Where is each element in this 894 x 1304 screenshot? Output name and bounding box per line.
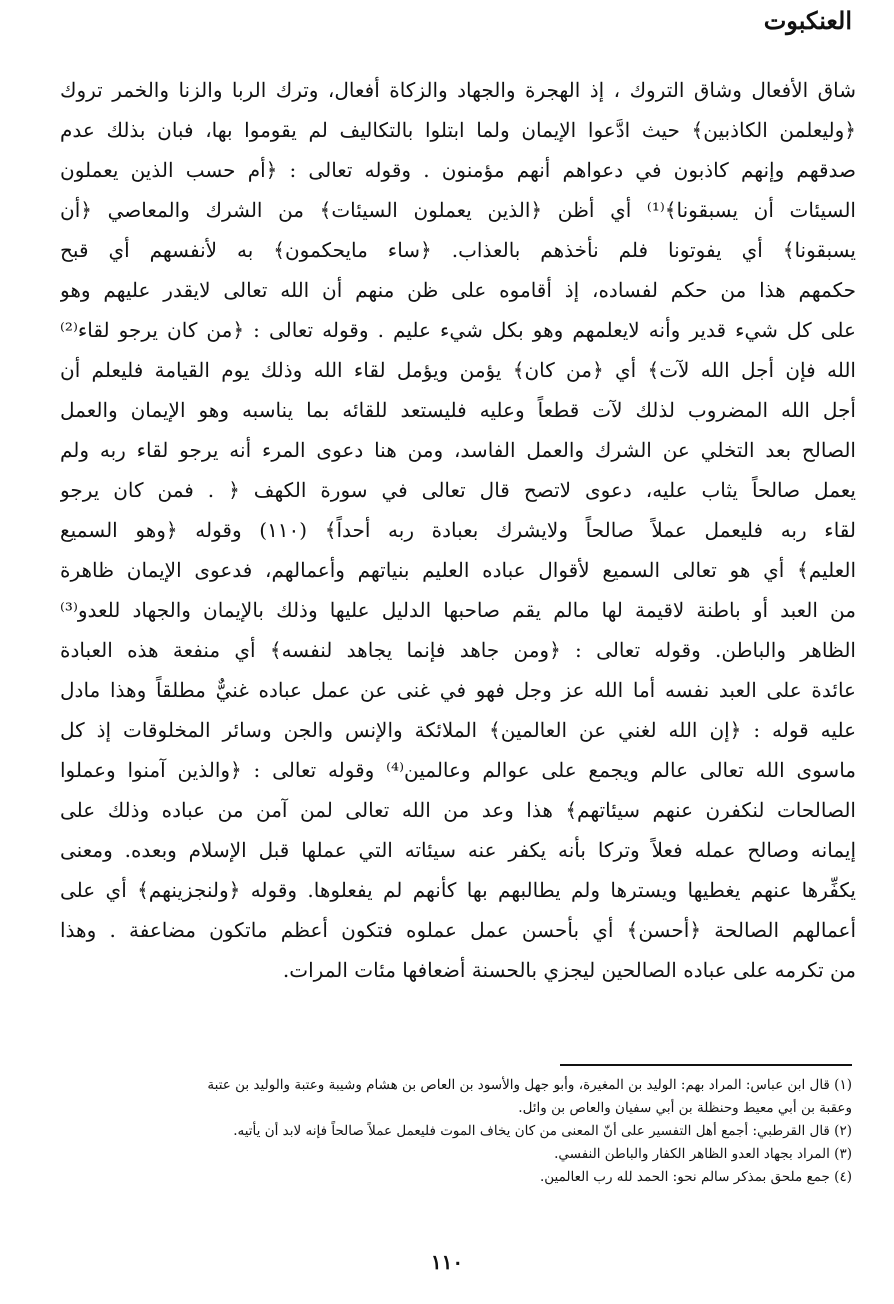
body-line: يكفِّرها عنهم يغطيها ويسترها ولم يطالبهم بها كأنهم لم يفعلوها. وقوله ﴿ولنجزينهم﴾ أي على xyxy=(60,878,856,902)
body-line: السيئات أن يسبقونا﴾⁽¹⁾ أي أظن ﴿الذين يعملون السيئات﴾ من الشرك والمعاصي ﴿أن xyxy=(60,198,856,222)
body-line: أعمالهم الصالحة ﴿أحسن﴾ أي بأحسن عمل عملوه فتكون أعظم ماتكون مضاعفة . وهذا xyxy=(60,918,856,942)
page-number: ١١٠ xyxy=(430,1250,464,1274)
body-line: الله فإن أجل الله لآت﴾ أي ﴿من كان﴾ يؤمن ويؤمل لقاء الله وذلك يوم القيامة فليعلم أن xyxy=(60,358,856,382)
footnote-separator xyxy=(560,1064,852,1066)
footnote-line: (٤) جمع ملحق بمذكر سالم نحو: الحمد لله رب العالمين. xyxy=(539,1169,852,1185)
footnote-line: وعقبة بن أبي معيط وحنظلة بن أبي سفيان والعاص بن وائل. xyxy=(518,1100,852,1116)
body-line: من العبد أو باطنة لاقيمة لها مالم يقم صاحبها الدليل عليها وذلك بالإيمان والجهاد للعدو⁽³⁾ xyxy=(60,598,856,622)
body-line: أجل الله المضروب لذلك لآت قطعاً وعليه فليستعد للقائه بما يناسبه وهو الإيمان والعمل xyxy=(60,398,856,422)
body-line: إيمانه وصالح عمله فعلاً وتركا بأنه يكفر عنه سيئاته التي عملها قبل الإسلام وبعده. ومعنى xyxy=(60,838,856,862)
footnote-line: (١) قال ابن عباس: المراد بهم: الوليد بن المغيرة، وأبو جهل والأسود بن العاص بن هشام وشيبة وعتبة والوليد بن عتبة xyxy=(207,1077,852,1093)
body-line: الصالح بعد التخلي عن الشرك والعمل الفاسد، ومن هنا دعوى المرء أنه يرجو لقاء ربه ولم xyxy=(60,438,856,462)
body-line: يعمل صالحاً يثاب عليه، دعوى لاتصح قال تعالى في سورة الكهف ﴿ . فمن كان يرجو xyxy=(60,478,856,502)
footnotes xyxy=(60,1074,852,1189)
body-line: شاق الأفعال وشاق التروك ، إذ الهجرة والجهاد والزكاة أفعال، وترك الربا والزنا والخمر تروك xyxy=(60,78,856,102)
body-line: حكمهم هذا من حكم لفساده، إذ أقاموه على ظن منهم أن الله تعالى لايقدر عليهم وهو xyxy=(60,278,856,302)
body-line: عائدة على العبد نفسه أما الله عز وجل فهو في غنى عن عمل عباده غنيٌّ مطلقاً وهذا مادل xyxy=(60,678,856,702)
body-line: على كل شيء قدير وأنه لايعلمهم وهو بكل شيء عليم . وقوله تعالى : ﴿من كان يرجو لقاء⁽²⁾ xyxy=(60,318,856,342)
body-line: عليه قوله : ﴿إن الله لغني عن العالمين﴾ الملائكة والإنس والجن وسائر المخلوقات إذ كل xyxy=(60,718,856,742)
footnote-line: (٢) قال القرطبي: أجمع أهل التفسير على أنّ المعنى من كان يخاف الموت فليعمل عملاً صالحاً فإنه لابد أن يأتيه. xyxy=(233,1123,852,1139)
running-header: العنكبوت xyxy=(763,6,852,35)
body-line: ماسوى الله تعالى عالم ويجمع على عوالم وعالمين⁽⁴⁾ وقوله تعالى : ﴿والذين آمنوا وعملوا xyxy=(60,758,856,782)
body-line: صدقهم وإنهم كاذبون في دعواهم أنهم مؤمنون . وقوله تعالى : ﴿أم حسب الذين يعملون xyxy=(60,158,856,182)
footnote-line: (٣) المراد بجهاد العدو الظاهر الكفار والباطن النفسي. xyxy=(554,1146,852,1162)
body-line: من تكرمه على عباده الصالحين ليجزي بالحسنة أضعافها مئات المرات. xyxy=(282,958,856,982)
body-line: لقاء ربه فليعمل عملاً صالحاً ولايشرك بعبادة ربه أحداً﴾ (١١٠) وقوله ﴿وهو السميع xyxy=(60,518,856,542)
body-line: العليم﴾ أي هو تعالى السميع لأقوال عباده العليم بنياتهم وأعمالهم، فدعوى الإيمان ظاهرة xyxy=(60,558,856,582)
body-line: يسبقونا﴾ أي يفوتونا فلم نأخذهم بالعذاب. ﴿ساء مايحكمون﴾ به لأنفسهم أي قبح xyxy=(60,238,856,262)
body-line: الظاهر والباطن. وقوله تعالى : ﴿ومن جاهد فإنما يجاهد لنفسه﴾ أي منفعة هذه العبادة xyxy=(60,638,856,662)
body-line: ﴿وليعلمن الكاذبين﴾ حيث ادَّعوا الإيمان ولما ابتلوا بالتكاليف لم يقوموا بها، فبان بذلك عدم xyxy=(60,118,856,142)
body-text xyxy=(60,70,856,990)
body-line: الصالحات لنكفرن عنهم سيئاتهم﴾ هذا وعد من الله تعالى لمن آمن من عباده وذلك على xyxy=(60,798,856,822)
